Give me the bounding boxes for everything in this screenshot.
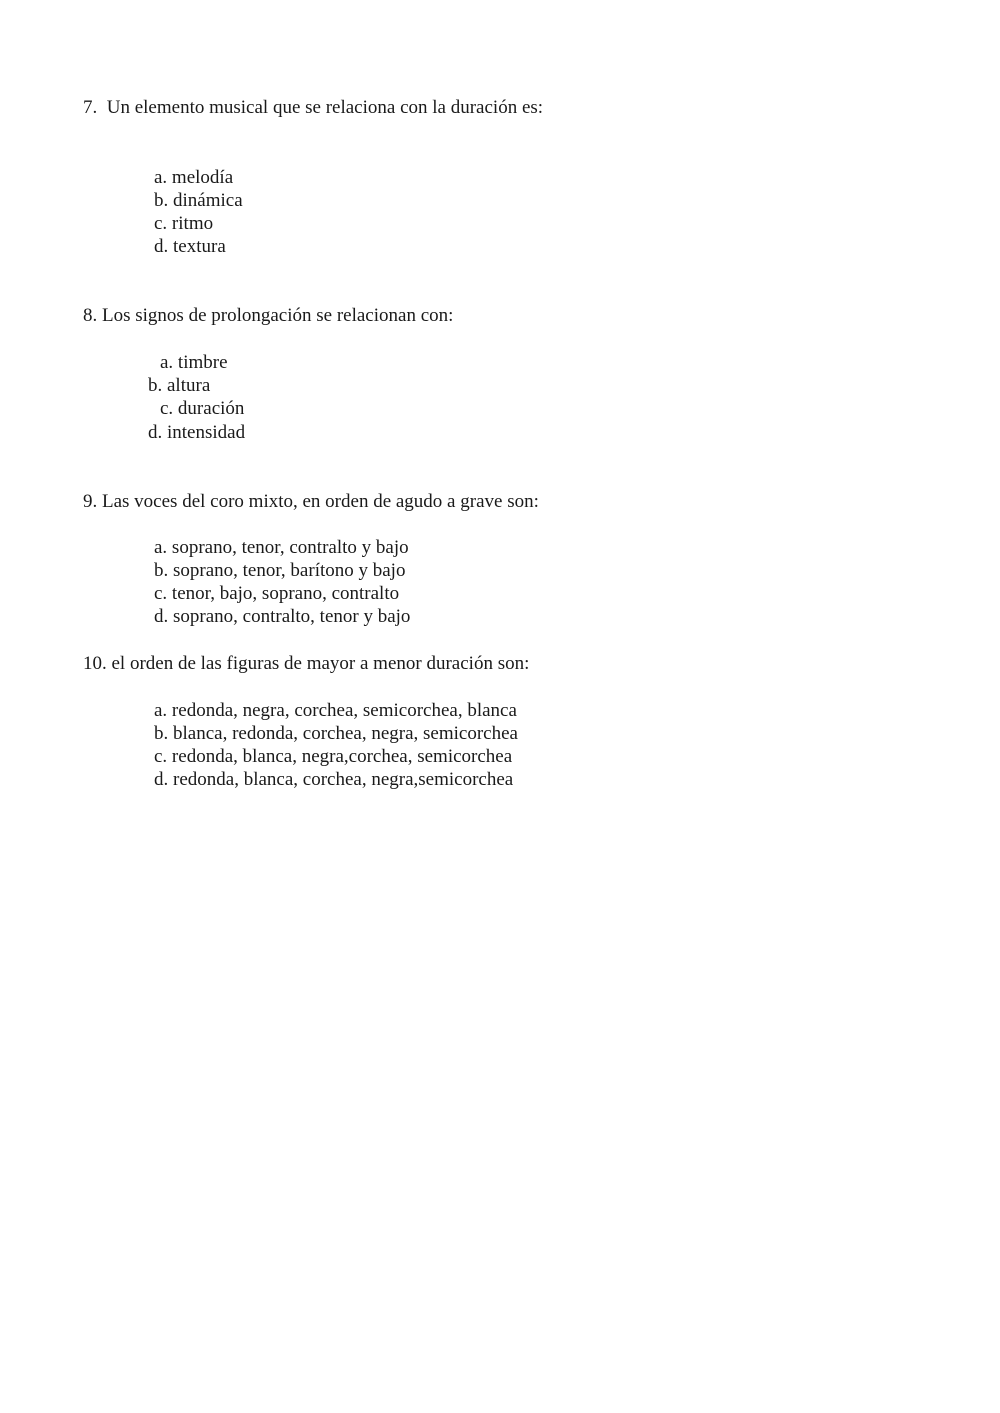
question-10-prompt: 10. el orden de las figuras de mayor a menor duración son: xyxy=(83,653,530,674)
question-9-option-c: c. tenor, bajo, soprano, contralto xyxy=(154,583,400,604)
question-8-option-c: c. duración xyxy=(160,398,245,419)
question-9-prompt: 9. Las voces del coro mixto, en orden de agudo a grave son: xyxy=(83,491,539,512)
question-8-option-b: b. altura xyxy=(148,375,211,396)
question-10-option-b: b. blanca, redonda, corchea, negra, semicorchea xyxy=(154,723,518,744)
question-7-option-c: c. ritmo xyxy=(154,213,214,234)
question-10-option-c: c. redonda, blanca, negra,corchea, semicorchea xyxy=(154,746,513,767)
question-10-option-d: d. redonda, blanca, corchea, negra,semicorchea xyxy=(154,769,514,790)
question-8-option-a: a. timbre xyxy=(160,352,228,373)
question-7-option-a: a. melodía xyxy=(154,167,234,188)
question-8-option-d: d. intensidad xyxy=(148,422,246,443)
question-9-option-d: d. soprano, contralto, tenor y bajo xyxy=(154,606,411,627)
question-9-option-a: a. soprano, tenor, contralto y bajo xyxy=(154,537,409,558)
question-9-option-b: b. soprano, tenor, barítono y bajo xyxy=(154,560,406,581)
question-7-option-b: b. dinámica xyxy=(154,190,243,211)
question-10-option-a: a. redonda, negra, corchea, semicorchea, blanca xyxy=(154,700,517,721)
question-7-prompt: 7. Un elemento musical que se relaciona con la duración es: xyxy=(83,97,544,118)
question-8-prompt: 8. Los signos de prolongación se relacionan con: xyxy=(83,305,454,326)
question-7-option-d: d. textura xyxy=(154,236,226,257)
